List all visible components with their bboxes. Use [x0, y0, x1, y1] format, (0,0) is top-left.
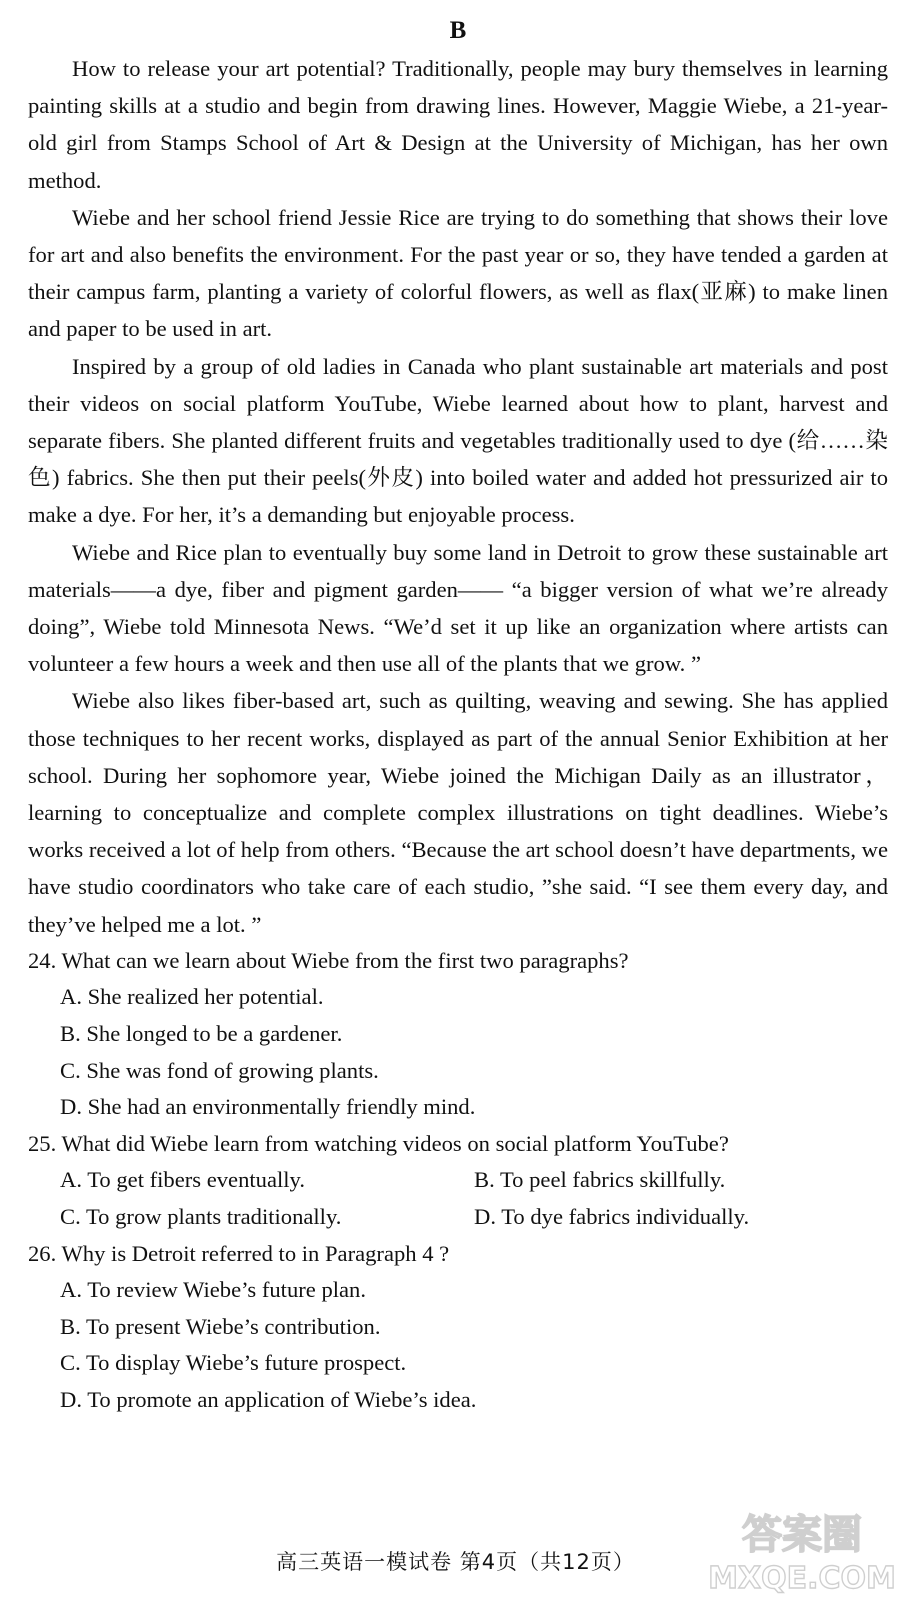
question-26-stem: 26. Why is Detroit referred to in Paragraph 4 ? — [28, 1240, 450, 1266]
passage-paragraph-3: Inspired by a group of old ladies in Canada who plant sustainable art materials and post their videos on social platform YouTube, Wiebe learned about how to plant, harvest and separate fibers. She planted different fruits and vegetables traditionally used to dye (给……染色) fabrics. She then put their peels(外皮) into boiled water and added hot pressurized air to make a dye. For her, it’s a demanding but enjoyable process. — [28, 353, 888, 528]
passage-paragraph-5: Wiebe also likes fiber-based art, such as quilting, weaving and sewing. She has applied those techniques to her recent works, displayed as part of the annual Senior Exhibition at her school. During her sophomore year, Wiebe joined the Michigan Daily as an illustrator， learning to conceptualize and complete complex illustrations on tight deadlines. Wiebe’s works received a lot of help from others. “Because the art school doesn’t have departments, we have studio coordinators who take care of each studio, ”she said. “I see them every day, and they’ve helped me a lot. ” — [28, 688, 888, 937]
question-24-option-a: A. She realized her potential. — [60, 984, 324, 1010]
question-25-options-row-2 — [28, 1199, 888, 1236]
passage-paragraph-2: Wiebe and her school friend Jessie Rice are trying to do something that shows their love for art and also benefits the environment. For the past year or so, they have tended a garden at their campus farm, planting a variety of colorful flowers, as well as flax(亚麻) to make linen and paper to be used in art. — [28, 204, 888, 342]
question-25-stem: 25. What did Wiebe learn from watching videos on social platform YouTube? — [28, 1130, 729, 1156]
watermark-line-1: 答案圈 — [742, 1512, 862, 1558]
question-25 — [28, 1126, 888, 1236]
reading-passage — [28, 50, 888, 943]
section-title: B — [449, 17, 467, 44]
question-25-option-c: C. To grow plants traditionally. — [60, 1204, 342, 1230]
passage-paragraph-1: How to release your art potential? Traditionally, people may bury themselves in learning painting skills at a studio and begin from drawing lines. However, Maggie Wiebe, a 21-year-old girl from Stamps School of Art & Design at the University of Michigan, has her own method. — [28, 56, 888, 193]
passage-paragraph-4: Wiebe and Rice plan to eventually buy some land in Detroit to grow these sustainable art materials——a dye, fiber and pigment garden—— “a bigger version of what we’re already doing”, Wiebe told Minnesota News. “We’d set it up like an organization where artists can volunteer a few hours a week and then use all of the plants that we grow. ” — [28, 539, 888, 677]
question-24-option-d: D. She had an environmentally friendly mind. — [60, 1094, 476, 1120]
question-24-option-b: B. She longed to be a gardener. — [60, 1021, 343, 1047]
question-26-option-a: A. To review Wiebe’s future plan. — [60, 1277, 366, 1303]
question-26-option-b: B. To present Wiebe’s contribution. — [60, 1313, 381, 1339]
question-26-option-d: D. To promote an application of Wiebe’s idea. — [60, 1387, 477, 1412]
watermark-line-2: MXQE.COM — [708, 1561, 896, 1596]
question-24 — [28, 943, 888, 1126]
question-24-stem: 24. What can we learn about Wiebe from the first two paragraphs? — [28, 947, 629, 973]
question-26 — [28, 1236, 888, 1419]
page-footer: 高三英语一模试卷 第4页（共12页） — [276, 1550, 635, 1574]
exam-page — [28, 14, 888, 1419]
question-25-option-a: A. To get fibers eventually. — [60, 1167, 306, 1193]
question-25-option-d: D. To dye fabrics individually. — [474, 1204, 750, 1230]
question-26-option-c: C. To display Wiebe’s future prospect. — [60, 1350, 407, 1376]
watermark-logo — [707, 1500, 897, 1596]
question-25-option-b: B. To peel fabrics skillfully. — [474, 1167, 726, 1193]
question-25-options-row-1 — [28, 1162, 888, 1199]
question-24-option-c: C. She was fond of growing plants. — [60, 1057, 379, 1083]
